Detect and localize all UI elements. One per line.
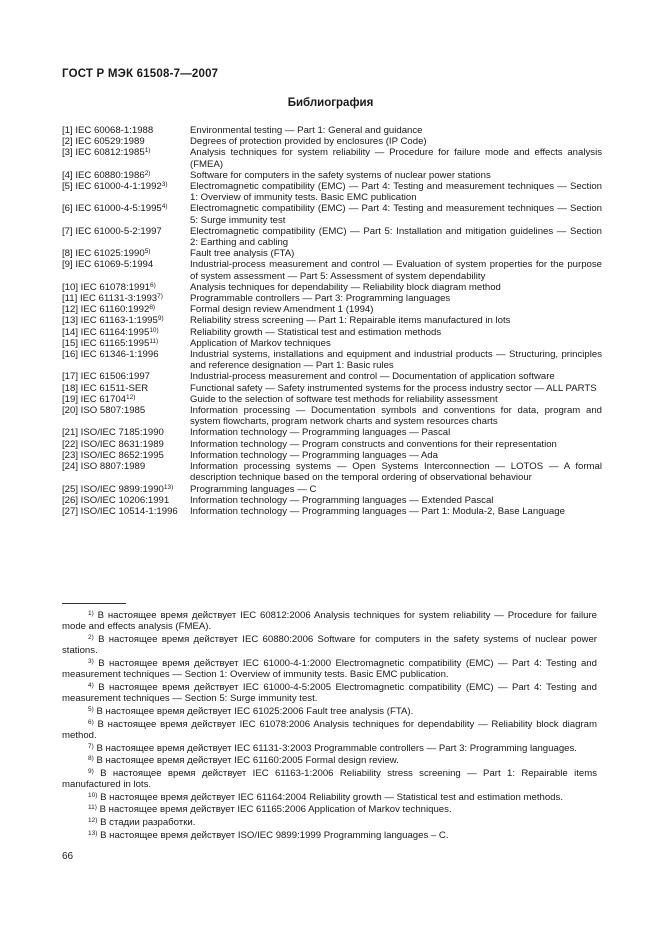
bibliography-title: Information technology — Program constructs and conventions for their representation: [190, 438, 557, 450]
footnote: [62, 768, 597, 791]
bibliography-ref: [21] ISO/IEC 7185:1990: [62, 427, 164, 439]
footnote: [62, 743, 597, 754]
footnote-text: В настоящее время действует IEC 61131-3:2003 Programmable controllers — Part 3: Programming languages.: [96, 742, 577, 754]
bibliography-title: Programming languages — C: [190, 483, 317, 495]
bibliography-entry: [62, 405, 602, 427]
bibliography-title: Industrial-process measurement and control — Documentation of application software: [190, 371, 555, 383]
bibliography-ref: [13] IEC 61163-1:1995$^{9)}$: [62, 315, 164, 327]
bibliography-entry: [62, 439, 602, 450]
footnote-number: 12): [88, 816, 98, 824]
bibliography-entry: [62, 394, 602, 405]
bibliography-ref: [8] IEC 61025:1990$^{5)}$: [62, 248, 151, 260]
footnote: [62, 682, 597, 705]
footnote: [62, 658, 597, 681]
bibliography-title: Electromagnetic compatibility (EMC) — Part 4: Testing and measurement techniques — Section 1: Overview of immunity tests. Basic EMC publication: [190, 181, 602, 204]
bibliography-ref: [12] IEC 61160:1992$^{8)}$: [62, 304, 156, 316]
bibliography-ref: [17] IEC 61506:1997: [62, 371, 151, 383]
bibliography-entry: [62, 248, 602, 259]
footnote-marker: 13): [163, 483, 174, 491]
bibliography-title: Fault tree analysis (FTA): [190, 248, 295, 260]
bibliography-entry: [62, 450, 602, 461]
bibliography-title: Electromagnetic compatibility (EMC) — Part 4: Testing and measurement techniques — Section 5: Surge immunity test: [190, 203, 602, 226]
bibliography-title: Functional safety — Safety instrumented systems for the process industry sector — ALL PARTS: [190, 382, 597, 394]
footnote: [62, 817, 597, 828]
bibliography-title: Degrees of protection provided by enclosures (IP Code): [190, 136, 427, 148]
footnote-text: В стадии разработки.: [100, 816, 196, 828]
footnote: [62, 634, 597, 657]
footnote-number: 1): [88, 610, 94, 617]
footnote-text: В настоящее время действует ISO/IEC 9899:1999 Programming languages – C.: [100, 829, 449, 841]
bibliography-title: Environmental testing — Part 1: General and guidance: [190, 125, 423, 136]
bibliography-title: Software for computers in the safety systems of nuclear power stations: [190, 169, 491, 181]
bibliography-entry: [62, 338, 602, 349]
footnote-text: В настоящее время действует IEC 61000-4-5:2005 Electromagnetic compatibility (EMC) — Part 4: Testing and measurement techniques — Section 5: Surge immunity test.: [62, 682, 597, 705]
bibliography-ref: [16] IEC 61346-1:1996: [62, 349, 159, 361]
bibliography-title: Analysis techniques for dependability — Reliability block diagram method: [190, 281, 501, 293]
footnote: [62, 792, 597, 803]
bibliography-ref: [26] ISO/IEC 10206:1991: [62, 494, 170, 506]
bibliography-title: Application of Markov techniques: [190, 337, 331, 349]
footnote-text: В настоящее время действует IEC 61160:2005 Formal design review.: [96, 755, 399, 767]
bibliography-ref: [15] IEC 61165:1995$^{11)}$: [62, 337, 159, 349]
bibliography-title: Formal design review Amendment 1 (1994): [190, 304, 374, 316]
section-title: Библиография: [287, 97, 374, 109]
bibliography-ref: [1] IEC 60068-1:1988: [62, 125, 154, 136]
footnote-marker: 10): [149, 326, 159, 334]
bibliography-entry: [62, 282, 602, 293]
footnote-text: В настоящее время действует IEC 61000-4-1:2000 Electromagnetic compatibility (EMC) — Part 4: Testing and measurement techniques — Section 1: Overview of immunity tests. Basic EMC publication.: [62, 658, 597, 681]
bibliography-entry: [62, 427, 602, 438]
document-header: ГОСТ Р МЭК 61508-7—2007: [62, 68, 219, 80]
footnote-marker: 7): [157, 293, 163, 301]
footnote-divider: [62, 603, 126, 604]
bibliography-ref: [7] IEC 61000-5-2:1997: [62, 225, 162, 237]
footnote: [62, 706, 597, 717]
bibliography-entry: [62, 371, 602, 382]
bibliography-title: Information processing systems — Open Systems Interconnection — LOTOS — A formal description technique based on the temporal ordering of observational behaviour: [190, 461, 602, 484]
bibliography-entry: [62, 259, 602, 281]
bibliography-entry: [62, 461, 602, 483]
bibliography-list: [62, 125, 602, 517]
footnote-marker: 6): [150, 281, 156, 289]
bibliography-entry: [62, 383, 602, 394]
footnote: [62, 719, 597, 742]
footnote-number: 7): [88, 742, 94, 750]
bibliography-ref: [6] IEC 61000-4-5:1995$^{4)}$: [62, 203, 168, 215]
footnote-number: 4): [88, 682, 94, 689]
footnotes-list: [62, 610, 597, 842]
footnote-text: В настоящее время действует IEC 61025:2006 Fault tree analysis (FTA).: [96, 706, 414, 717]
bibliography-entry: [62, 495, 602, 506]
bibliography-ref: [19] IEC 61704$^{12)}$: [62, 393, 136, 405]
bibliography-title: Information technology — Programming languages — Ada: [190, 449, 438, 461]
footnote-number: 11): [88, 804, 97, 812]
footnote-number: 9): [88, 767, 94, 775]
footnote-number: 2): [88, 634, 94, 641]
bibliography-entry: [62, 226, 602, 248]
footnote-marker: 1): [144, 147, 151, 155]
bibliography-title: Information technology — Programming languages — Pascal: [190, 427, 451, 439]
bibliography-title: Electromagnetic compatibility (EMC) — Part 5: Installation and mitigation guidelines — Section 2: Earthing and cabling: [190, 225, 602, 249]
footnote-number: 8): [88, 755, 94, 763]
bibliography-ref: [11] IEC 61131-3:1993$^{7)}$: [62, 293, 163, 305]
footnote-text: В настоящее время действует IEC 61163-1:2006 Reliability stress screening — Part 1: Repairable items manufactured in lots.: [62, 767, 598, 791]
footnote-number: 5): [88, 706, 94, 713]
footnote-text: В настоящее время действует IEC 61165:2006 Application of Markov techniques.: [99, 804, 452, 816]
footnote: [62, 804, 597, 815]
bibliography-ref: [25] ISO/IEC 9899:1990$^{13)}$: [62, 483, 174, 495]
footnote-text: В настоящее время действует IEC 60812:2006 Analysis techniques for system reliability — Procedure for failure mode and effects analysis (FMEA).: [62, 610, 597, 633]
bibliography-ref: [20] ISO 5807:1985: [62, 405, 146, 417]
bibliography-ref: [14] IEC 61164:1995$^{10)}$: [62, 326, 159, 338]
bibliography-title: Analysis techniques for system reliability — Procedure for failure mode and effects analysis (FMEA): [190, 147, 602, 170]
bibliography-title: Industrial-process measurement and control — Evaluation of system properties for the purpose of system assessment — Part 5: Assessment of system dependability: [190, 259, 602, 282]
bibliography-title: Industrial systems, installations and equipment and industrial products — Structuring, principles and reference designation — Part 1: Basic rules: [190, 349, 602, 372]
footnote-marker: 11): [149, 337, 159, 345]
bibliography-entry: [62, 203, 602, 225]
footnote-number: 13): [88, 829, 98, 837]
bibliography-ref: [4] IEC 60880:1986$^{2)}$: [62, 169, 151, 181]
footnote-marker: 9): [157, 315, 164, 323]
bibliography-entry: [62, 349, 602, 371]
footnote: [62, 755, 597, 766]
footnote: [62, 610, 597, 633]
footnote-marker: 4): [161, 203, 168, 211]
footnote-number: 10): [88, 791, 98, 799]
footnote-marker: 2): [144, 169, 151, 177]
bibliography-title: Programmable controllers — Part 3: Programming languages: [190, 293, 451, 305]
bibliography-title: Information technology — Programming languages — Part 1: Modula-2, Base Language: [190, 505, 565, 517]
bibliography-ref: [10] IEC 61078:1991$^{6)}$: [62, 281, 156, 293]
bibliography-title: Reliability stress screening — Part 1: Repairable items manufactured in lots: [190, 315, 511, 327]
bibliography-entry: [62, 304, 602, 315]
bibliography-entry: [62, 147, 602, 169]
bibliography-ref: [18] IEC 61511-SER: [62, 382, 149, 394]
footnote-marker: 3): [161, 181, 168, 189]
bibliography-entry: [62, 170, 602, 181]
bibliography-entry: [62, 315, 602, 326]
bibliography-title: Information processing — Documentation symbols and conventions for data, program and system flowcharts, program network charts and system resources charts: [190, 405, 602, 428]
bibliography-title: Reliability growth — Statistical test and estimation methods: [190, 326, 442, 338]
bibliography-title: Information technology — Programming languages — Extended Pascal: [190, 494, 494, 506]
bibliography-entry: [62, 181, 602, 203]
footnote: [62, 830, 597, 841]
footnote-marker: 8): [149, 304, 156, 312]
bibliography-ref: [5] IEC 61000-4-1:1992$^{3)}$: [62, 181, 168, 193]
footnote-number: 3): [88, 658, 94, 665]
footnote-text: В настоящее время действует IEC 61164:2004 Reliability growth — Statistical test and estimation methods.: [100, 791, 563, 803]
bibliography-entry: [62, 293, 602, 304]
bibliography-entry: [62, 125, 602, 136]
page-number: 66: [62, 851, 74, 862]
bibliography-ref: [2] IEC 60529:1989: [62, 136, 145, 148]
bibliography-entry: [62, 136, 602, 147]
footnote-marker: 5): [144, 248, 151, 256]
bibliography-ref: [9] IEC 61069-5:1994: [62, 259, 154, 271]
footnote-text: В настоящее время действует IEC 61078:2006 Analysis techniques for dependability — Reliability block diagram method.: [62, 718, 598, 741]
footnote-text: В настоящее время действует IEC 60880:2006 Software for computers in the safety systems of nuclear power stations.: [62, 634, 597, 657]
bibliography-ref: [27] ISO/IEC 10514-1:1996: [62, 505, 178, 517]
footnote-number: 6): [88, 718, 94, 726]
bibliography-ref: [23] ISO/IEC 8652:1995: [62, 449, 164, 461]
bibliography-ref: [24] ISO 8807:1989: [62, 461, 146, 473]
bibliography-title: Guide to the selection of software test methods for reliability assessment: [190, 393, 498, 405]
bibliography-entry: [62, 506, 602, 517]
bibliography-ref: [3] IEC 60812:1985$^{1)}$: [62, 147, 151, 159]
bibliography-ref: [22] ISO/IEC 8631:1989: [62, 438, 164, 450]
bibliography-entry: [62, 484, 602, 495]
footnote-marker: 12): [126, 393, 136, 401]
bibliography-entry: [62, 327, 602, 338]
